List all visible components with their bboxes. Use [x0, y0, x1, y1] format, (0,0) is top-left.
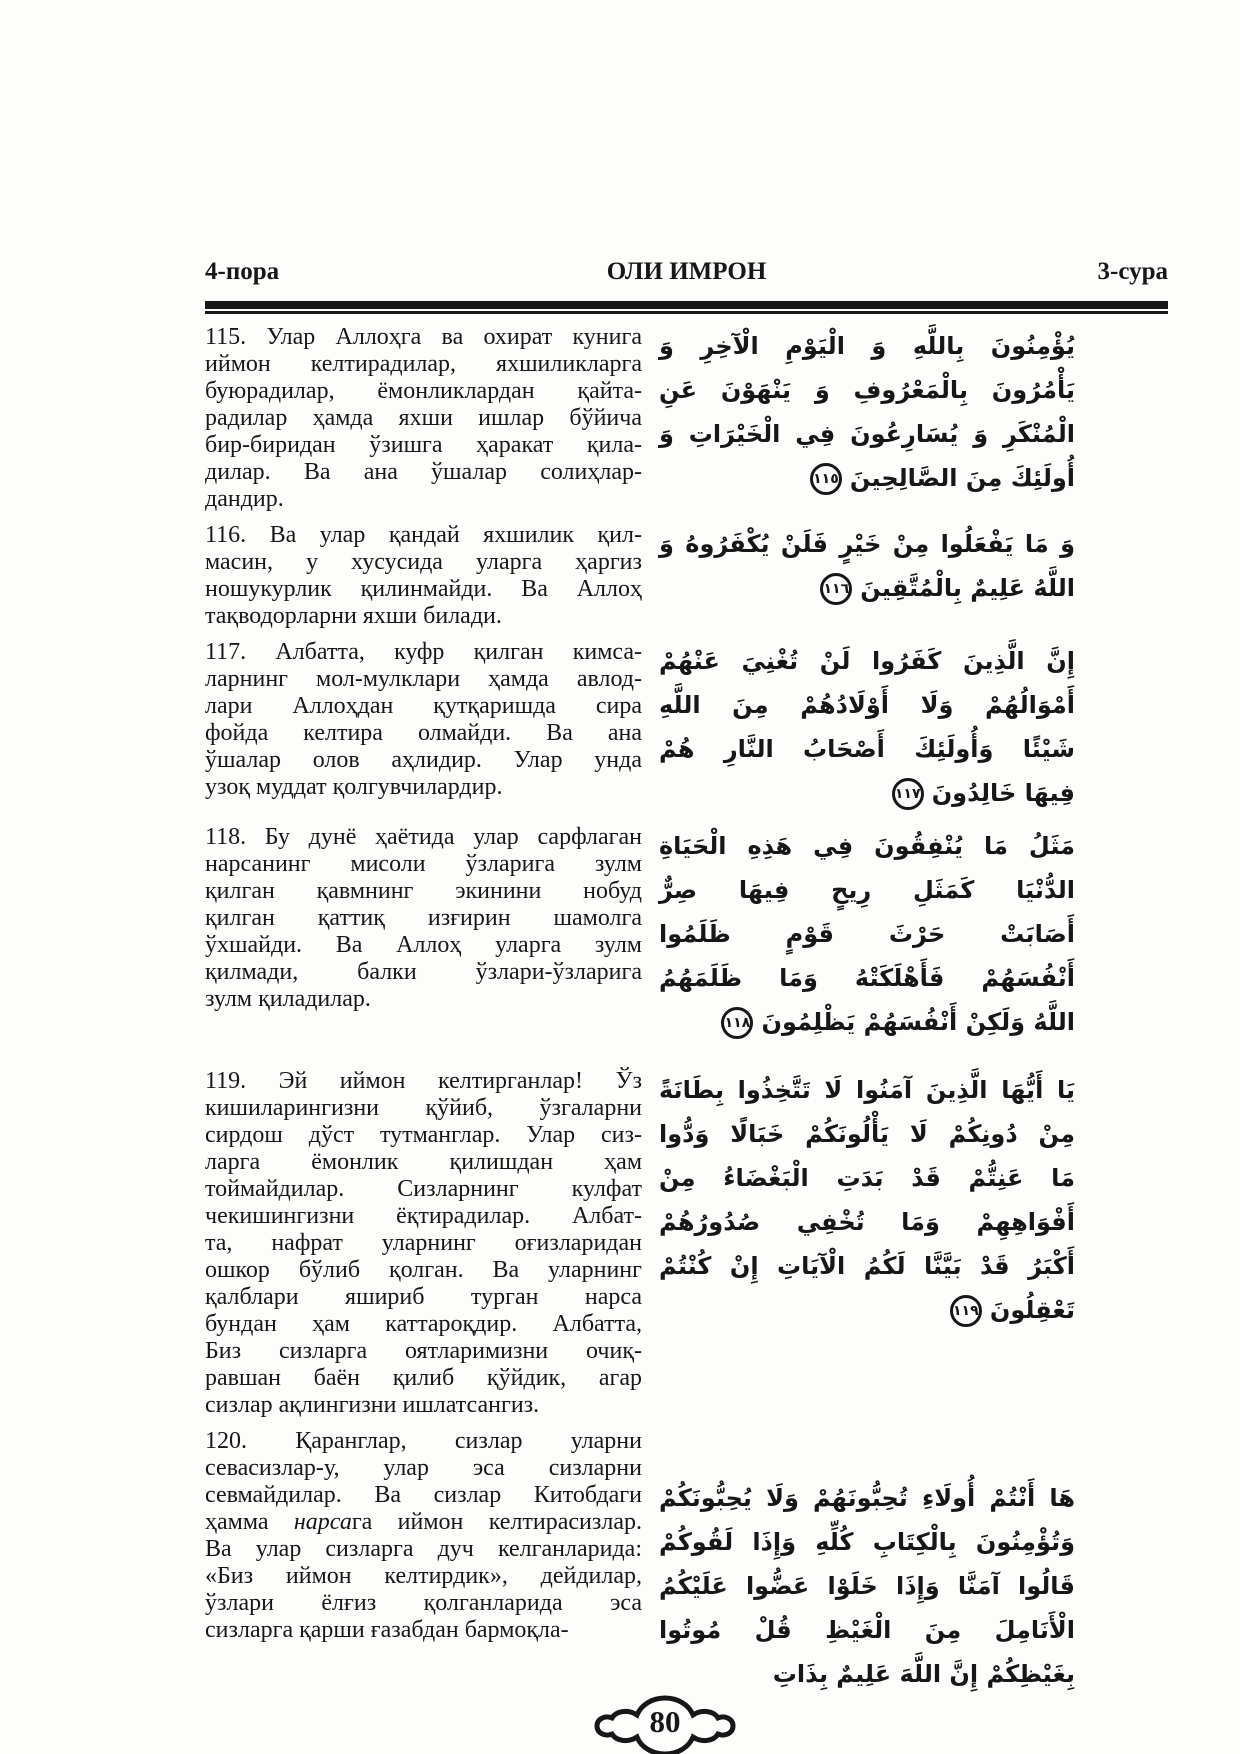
- translation-line: иймон келтирадилар, яхшиликларга: [205, 351, 642, 377]
- header-divider-rule: [205, 301, 1168, 314]
- arabic-line: فِيهَا خَالِدُونَ١١٧: [659, 771, 1075, 815]
- translation-line: фойда келтира олмайди. Ва ана: [205, 720, 642, 746]
- verse-translation: [205, 1068, 642, 1419]
- translation-line: ўхшайди. Ва Аллоҳ уларга зулм: [205, 932, 642, 958]
- arabic-line: يَأْمُرُونَ بِالْمَعْرُوفِ وَ يَنْهَوْنَ عَنِ: [659, 376, 1075, 404]
- translation-line: ларнинг мол-мулклари ҳамда авлод-: [205, 666, 642, 692]
- translation-line: севмайдилар. Ва сизлар Китобдаги: [205, 1482, 642, 1508]
- ayah-number-badge: ١١٥: [810, 463, 842, 495]
- arabic-line: يَا أَيُّهَا الَّذِينَ آمَنُوا لَا تَتَّخِذُوا بِطَانَةً: [659, 1076, 1075, 1104]
- arabic-line: إِنَّ الَّذِينَ كَفَرُوا لَنْ تُغْنِيَ عَنْهُمْ: [659, 647, 1075, 675]
- arabic-line: مِنْ دُونِكُمْ لَا يَأْلُونَكُمْ خَبَالًا وَدُّوا: [659, 1120, 1075, 1148]
- arabic-line: قَالُوا آمَنَّا وَإِذَا خَلَوْا عَضُّوا عَلَيْكُمُ: [659, 1572, 1075, 1600]
- arabic-line: يُؤْمِنُونَ بِاللَّهِ وَ الْيَوْمِ الْآخِرِ وَ: [659, 332, 1075, 360]
- ayah-number-badge: ١١٨: [721, 1007, 753, 1039]
- translation-line: радилар ҳамда яхши ишлар бўйича: [205, 405, 642, 431]
- verse-translation: [205, 824, 642, 1013]
- surah-number-label: 3-сура: [1097, 258, 1168, 285]
- translation-line: Биз сизларга оятларимизни очиқ-: [205, 1338, 642, 1364]
- verse-row-119: [205, 1068, 1075, 1419]
- page-number-ornament: [588, 1686, 742, 1754]
- verse-translation: [205, 324, 642, 513]
- page-header: [205, 258, 1168, 286]
- translation-line: ўшалар олов аҳлидир. Улар унда: [205, 747, 642, 773]
- arabic-line: اللَّهُ عَلِيمٌ بِالْمُتَّقِينَ١١٦: [659, 566, 1075, 610]
- translation-line: сирдош дўст тутманглар. Улар сиз-: [205, 1122, 642, 1148]
- ayah-number-badge: ١١٦: [820, 573, 852, 605]
- translation-line: ларга ёмонлик қилишдан ҳам: [205, 1149, 642, 1175]
- translation-line: та, нафрат уларнинг оғизларидан: [205, 1230, 642, 1256]
- translation-line: зулм қиладилар.: [205, 986, 371, 1012]
- translation-line: «Биз иймон келтирдик», дейдилар,: [205, 1563, 642, 1589]
- translation-line: ўзлари ёлғиз қолганларида эса: [205, 1590, 642, 1616]
- arabic-line: هَا أَنْتُمْ أُولَاءِ تُحِبُّونَهُمْ وَلَا يُحِبُّونَكُمْ: [659, 1484, 1075, 1512]
- verse-row-120: [205, 1428, 1075, 1696]
- verses-content: [205, 324, 1075, 1705]
- ayah-number-badge: ١١٩: [950, 1295, 982, 1327]
- verse-arabic: [659, 324, 1075, 500]
- arabic-line: تَعْقِلُونَ١١٩: [659, 1288, 1075, 1332]
- arabic-line: أَفْوَاهِهِمْ وَمَا تُخْفِي صُدُورُهُمْ: [659, 1208, 1075, 1236]
- verse-translation: [205, 639, 642, 801]
- verse-arabic: [659, 639, 1075, 815]
- translation-line: сизлар ақлингизни ишлатсангиз.: [205, 1392, 540, 1418]
- translation-line: 115. Улар Аллоҳга ва охират кунига: [205, 324, 642, 350]
- translation-line: 116. Ва улар қандай яхшилик қил-: [205, 522, 642, 548]
- translation-line: ҳамма нарсага иймон келтирасизлар.: [205, 1509, 643, 1535]
- arabic-line: الْمُنْكَرِ وَ يُسَارِعُونَ فِي الْخَيْرَاتِ وَ: [659, 420, 1075, 448]
- verse-row-118: [205, 824, 1075, 1044]
- translation-line: қилмади, балки ўзлари-ўзларига: [205, 959, 642, 985]
- translation-line: бир-биридан ўзишга ҳаракат қила-: [205, 432, 642, 458]
- arabic-line: اللَّهُ وَلَكِنْ أَنْفُسَهُمْ يَظْلِمُونَ١١٨: [659, 1000, 1075, 1044]
- arabic-line: وَ مَا يَفْعَلُوا مِنْ خَيْرٍ فَلَنْ يُكْفَرُوهُ وَ: [659, 530, 1075, 558]
- arabic-line: مَا عَنِتُّمْ قَدْ بَدَتِ الْبَغْضَاءُ مِنْ: [659, 1164, 1075, 1192]
- translation-line: дандир.: [205, 486, 284, 512]
- arabic-line: الدُّنْيَا كَمَثَلِ رِيحٍ فِيهَا صِرٌّ: [659, 876, 1075, 904]
- translation-line: узоқ муддат қолгувчилардир.: [205, 774, 503, 800]
- arabic-line: أَنْفُسَهُمْ فَأَهْلَكَتْهُ وَمَا ظَلَمَهُمُ: [659, 964, 1075, 992]
- translation-line: ношукурлик қилинмайди. Ва Аллоҳ: [205, 576, 642, 602]
- page-number: 80: [649, 1704, 681, 1739]
- translation-line: тақводорларни яхши билади.: [205, 603, 502, 629]
- translation-line: лари Аллоҳдан қутқаришда сира: [205, 693, 642, 719]
- arabic-line: شَيْئًا وَأُولَئِكَ أَصْحَابُ النَّارِ هُمْ: [659, 735, 1075, 763]
- translation-line: чекишингизни ёқтирадилар. Албат-: [205, 1203, 642, 1229]
- translation-line: нарсанинг мисоли ўзларига зулм: [205, 851, 642, 877]
- verse-arabic: [659, 1476, 1075, 1696]
- translation-line: 118. Бу дунё ҳаётида улар сарфлаган: [205, 824, 642, 850]
- translation-line: 119. Эй иймон келтирганлар! Ўз: [205, 1068, 642, 1094]
- translation-line: қилган қаттиқ изғирин шамолга: [205, 905, 642, 931]
- ayah-number-badge: ١١٧: [892, 778, 924, 810]
- arabic-line: مَثَلُ مَا يُنْفِقُونَ فِي هَذِهِ الْحَيَاةِ: [659, 832, 1075, 860]
- translation-line: Ва улар сизларга дуч келганларида:: [205, 1536, 642, 1562]
- translation-line: тоймайдилар. Сизларнинг кулфат: [205, 1176, 642, 1202]
- verse-row-116: [205, 522, 1075, 630]
- verse-row-115: [205, 324, 1075, 513]
- surah-title: ОЛИ ИМРОН: [606, 258, 767, 285]
- translation-line: кишиларингизни қўйиб, ўзгаларни: [205, 1095, 642, 1121]
- arabic-line: أَصَابَتْ حَرْثَ قَوْمٍ ظَلَمُوا: [659, 920, 1075, 948]
- verse-translation: [205, 1428, 642, 1644]
- arabic-line: بِغَيْظِكُمْ إِنَّ اللَّهَ عَلِيمٌ بِذَاتِ: [772, 1660, 1075, 1688]
- verse-arabic: [659, 522, 1075, 610]
- arabic-line: أَمْوَالُهُمْ وَلَا أَوْلَادُهُمْ مِنَ اللَّهِ: [659, 691, 1075, 719]
- translation-line: буюрадилар, ёмонликлардан қайта-: [205, 378, 642, 404]
- translation-line: севасизлар-у, улар эса сизларни: [205, 1455, 642, 1481]
- verse-row-117: [205, 639, 1075, 815]
- translation-line: равшан баён қилиб қўйдик, агар: [205, 1365, 642, 1391]
- translation-line: 120. Қаранглар, сизлар уларни: [205, 1428, 642, 1454]
- arabic-line: وَتُؤْمِنُونَ بِالْكِتَابِ كُلِّهِ وَإِذَا لَقُوكُمْ: [659, 1528, 1075, 1556]
- arabic-line: الْأَنَامِلَ مِنَ الْغَيْظِ قُلْ مُوتُوا: [659, 1616, 1075, 1644]
- translation-line: қалблари яшириб турган нарса: [205, 1284, 642, 1310]
- translation-line: масин, у хусусида уларга ҳаргиз: [205, 549, 642, 575]
- juz-label: 4-пора: [205, 258, 280, 285]
- verse-arabic: [659, 824, 1075, 1044]
- translation-line: 117. Албатта, куфр қилган кимса-: [205, 639, 642, 665]
- verse-arabic: [659, 1068, 1075, 1332]
- translation-line: сизларга қарши ғазабдан бармоқла-: [205, 1617, 569, 1643]
- translation-line: қилган қавмнинг экинини нобуд: [205, 878, 642, 904]
- arabic-line: أُولَئِكَ مِنَ الصَّالِحِينَ١١٥: [659, 456, 1075, 500]
- translation-line: дилар. Ва ана ўшалар солиҳлар-: [205, 459, 642, 485]
- translation-line: бундан ҳам каттароқдир. Албатта,: [205, 1311, 642, 1337]
- verse-translation: [205, 522, 642, 630]
- arabic-line: أَكْبَرُ قَدْ بَيَّنَّا لَكُمُ الْآيَاتِ إِنْ كُنْتُمْ: [659, 1252, 1075, 1280]
- translation-line: ошкор бўлиб қолган. Ва уларнинг: [205, 1257, 642, 1283]
